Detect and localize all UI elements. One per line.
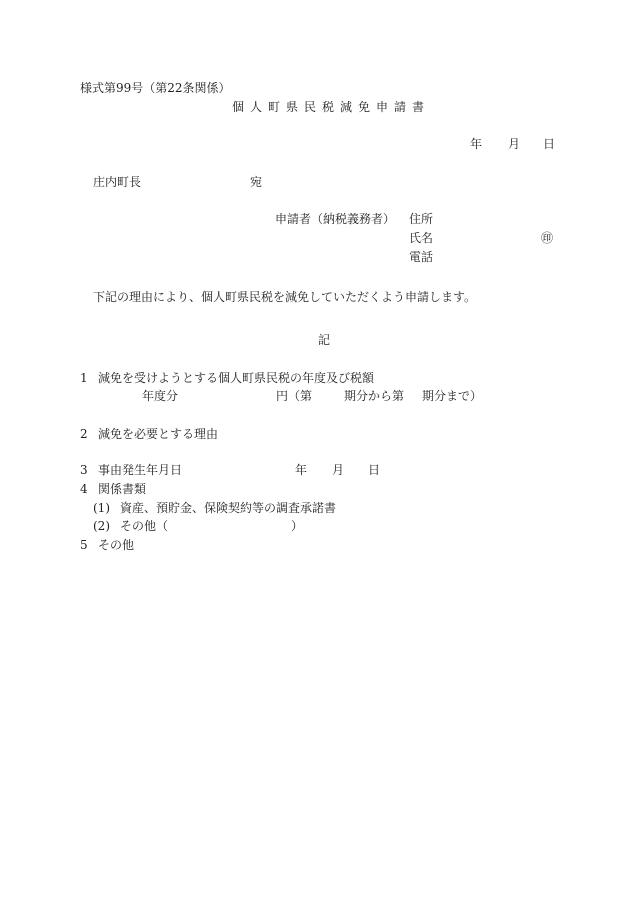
item4-sub1-label: 資産、預貯金、保険契約等の調査承諾書 xyxy=(120,501,337,515)
item1-amount-suffix: 円（第 xyxy=(276,389,313,403)
applicant-address-label: 住所 xyxy=(409,212,434,226)
ki-label: 記 xyxy=(318,333,331,347)
item3-label: 事由発生年月日 xyxy=(98,463,183,477)
item4-sub2-number: (2) xyxy=(93,519,110,533)
item4-sub1-number: (1) xyxy=(93,501,110,515)
item3-number: 3 xyxy=(80,463,88,477)
item5-label: その他 xyxy=(98,538,135,552)
date-month-label: 月 xyxy=(508,137,521,151)
addressee-name: 庄内町長 xyxy=(93,175,142,189)
date-day-label: 日 xyxy=(543,137,556,151)
item1-period-to: 期分まで） xyxy=(422,389,483,403)
item2-label: 減免を必要とする理由 xyxy=(98,427,219,441)
item4-label: 関係書類 xyxy=(98,482,147,496)
item5-number: 5 xyxy=(80,538,88,552)
item3-year-label: 年 xyxy=(295,463,308,477)
item1-year-suffix: 年度分 xyxy=(142,389,179,403)
item4-sub2-close: ） xyxy=(291,519,304,533)
item4-number: 4 xyxy=(80,482,88,496)
addressee-honorific: 宛 xyxy=(250,175,263,189)
date-year-label: 年 xyxy=(470,137,483,151)
item4-sub2-label: その他（ xyxy=(120,519,169,533)
item3-month-label: 月 xyxy=(332,463,345,477)
form-title: 個人町県民税減免申請書 xyxy=(232,100,431,114)
applicant-phone-label: 電話 xyxy=(409,250,434,264)
applicant-name-label: 氏名 xyxy=(409,231,434,245)
applicant-label: 申請者（納税義務者） xyxy=(275,212,396,226)
item2-number: 2 xyxy=(80,427,88,441)
seal-mark: ㊞ xyxy=(541,231,554,245)
form-number: 様式第99号（第22条関係） xyxy=(80,81,231,95)
item1-number: 1 xyxy=(80,371,88,385)
item1-period-from: 期分から第 xyxy=(344,389,405,403)
item1-label: 減免を受けようとする個人町県民税の年度及び税額 xyxy=(98,371,375,385)
item3-day-label: 日 xyxy=(368,463,381,477)
request-text: 下記の理由により、個人町県民税を減免していただくよう申請します。 xyxy=(93,290,477,304)
